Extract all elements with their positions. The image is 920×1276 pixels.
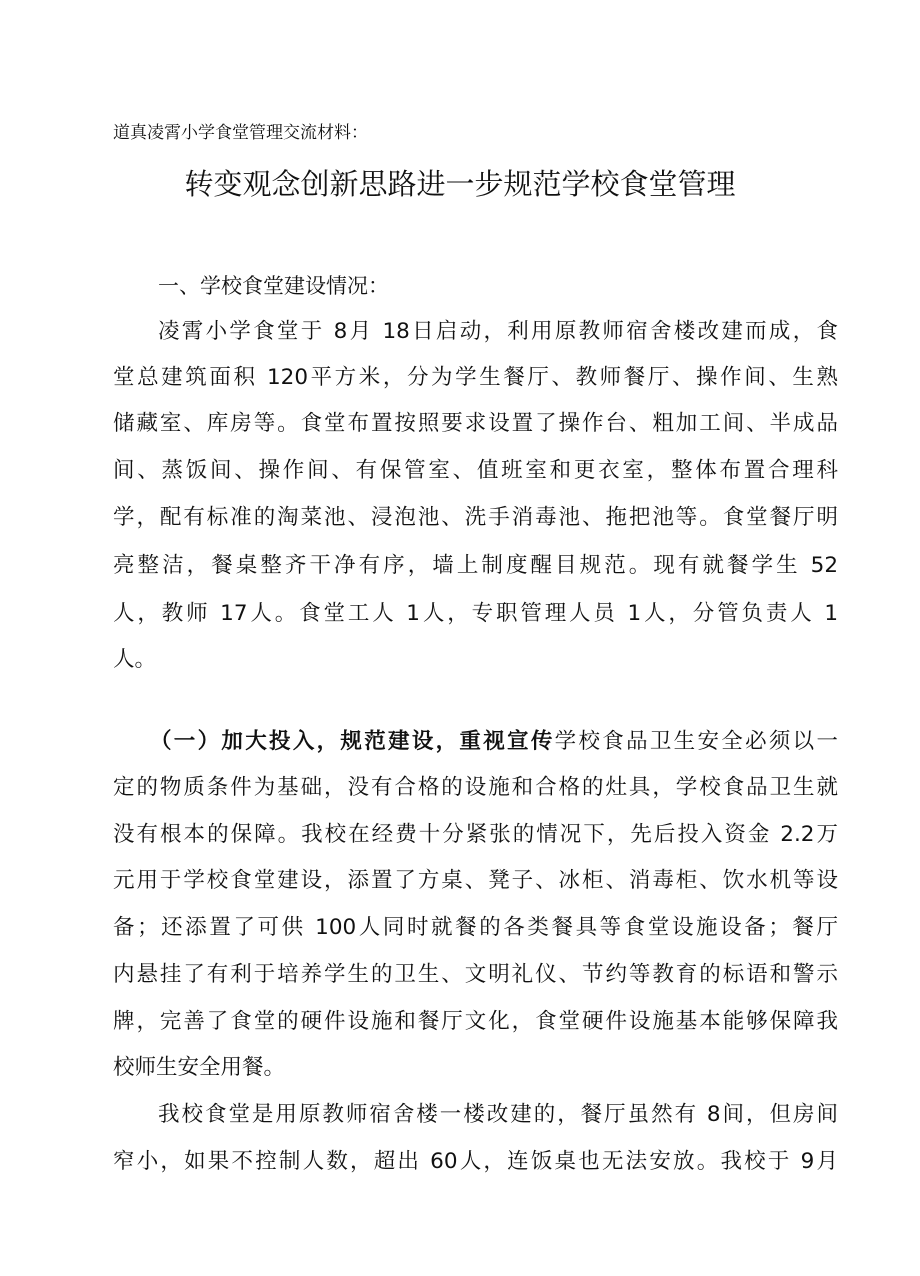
text-line: 储藏室、库房等。食堂布置按照要求设置了操作台、粗加工间、半成品	[113, 411, 838, 436]
text-line: 内悬挂了有利于培养学生的卫生、文明礼仪、节约等教育的标语和警示	[113, 962, 838, 987]
text-line	[150, 727, 838, 757]
text-line: 窄小，如果不控制人数，超出 60人，连饭桌也无法安放。我校于 9月	[113, 1149, 838, 1174]
text-line: 我校食堂是用原教师宿舍楼一楼改建的，餐厅虽然有 8间，但房间	[158, 1102, 838, 1127]
subheading-bold: （一）加大投入，规范建设，重视宣传	[150, 729, 555, 754]
text-line: 学，配有标准的淘菜池、浸泡池、洗手消毒池、拖把池等。食堂餐厅明	[113, 505, 838, 530]
text-line: 凌霄小学食堂于 8月 18日启动，利用原教师宿舍楼改建而成，食	[158, 319, 838, 344]
text-line: 牌，完善了食堂的硬件设施和餐厅文化，食堂硬件设施基本能够保障我	[113, 1009, 838, 1034]
text-line: 校师生安全用餐。	[113, 1055, 286, 1080]
organization-line: 道真凌霄小学食堂管理交流材料：	[113, 123, 368, 143]
text-line: 元用于学校食堂建设，添置了方桌、凳子、冰柜、消毒柜、饮水机等设	[113, 868, 838, 893]
text-line: 堂总建筑面积 120平方米，分为学生餐厅、教师餐厅、操作间、生熟	[113, 365, 838, 390]
text-line: 间、蒸饭间、操作间、有保管室、值班室和更衣室，整体布置合理科	[113, 458, 838, 483]
section-heading: 一、学校食堂建设情况：	[158, 274, 389, 298]
text-run: 学校食品卫生安全必须以一	[554, 729, 838, 754]
text-line: 人，教师 17人。食堂工人 1人，专职管理人员 1人，分管负责人 1	[113, 601, 838, 626]
document-title: 转变观念创新思路进一步规范学校食堂管理	[184, 167, 736, 201]
text-line: 人。	[113, 647, 157, 672]
text-line: 亮整洁，餐桌整齐干净有序，墙上制度醒目规范。现有就餐学生 52	[113, 553, 838, 578]
text-line: 备；还添置了可供 100人同时就餐的各类餐具等食堂设施设备；餐厅	[113, 915, 838, 940]
text-line: 没有根本的保障。我校在经费十分紧张的情况下，先后投入资金 2.2万	[113, 822, 838, 847]
text-line: 定的物质条件为基础，没有合格的设施和合格的灶具，学校食品卫生就	[113, 775, 838, 800]
